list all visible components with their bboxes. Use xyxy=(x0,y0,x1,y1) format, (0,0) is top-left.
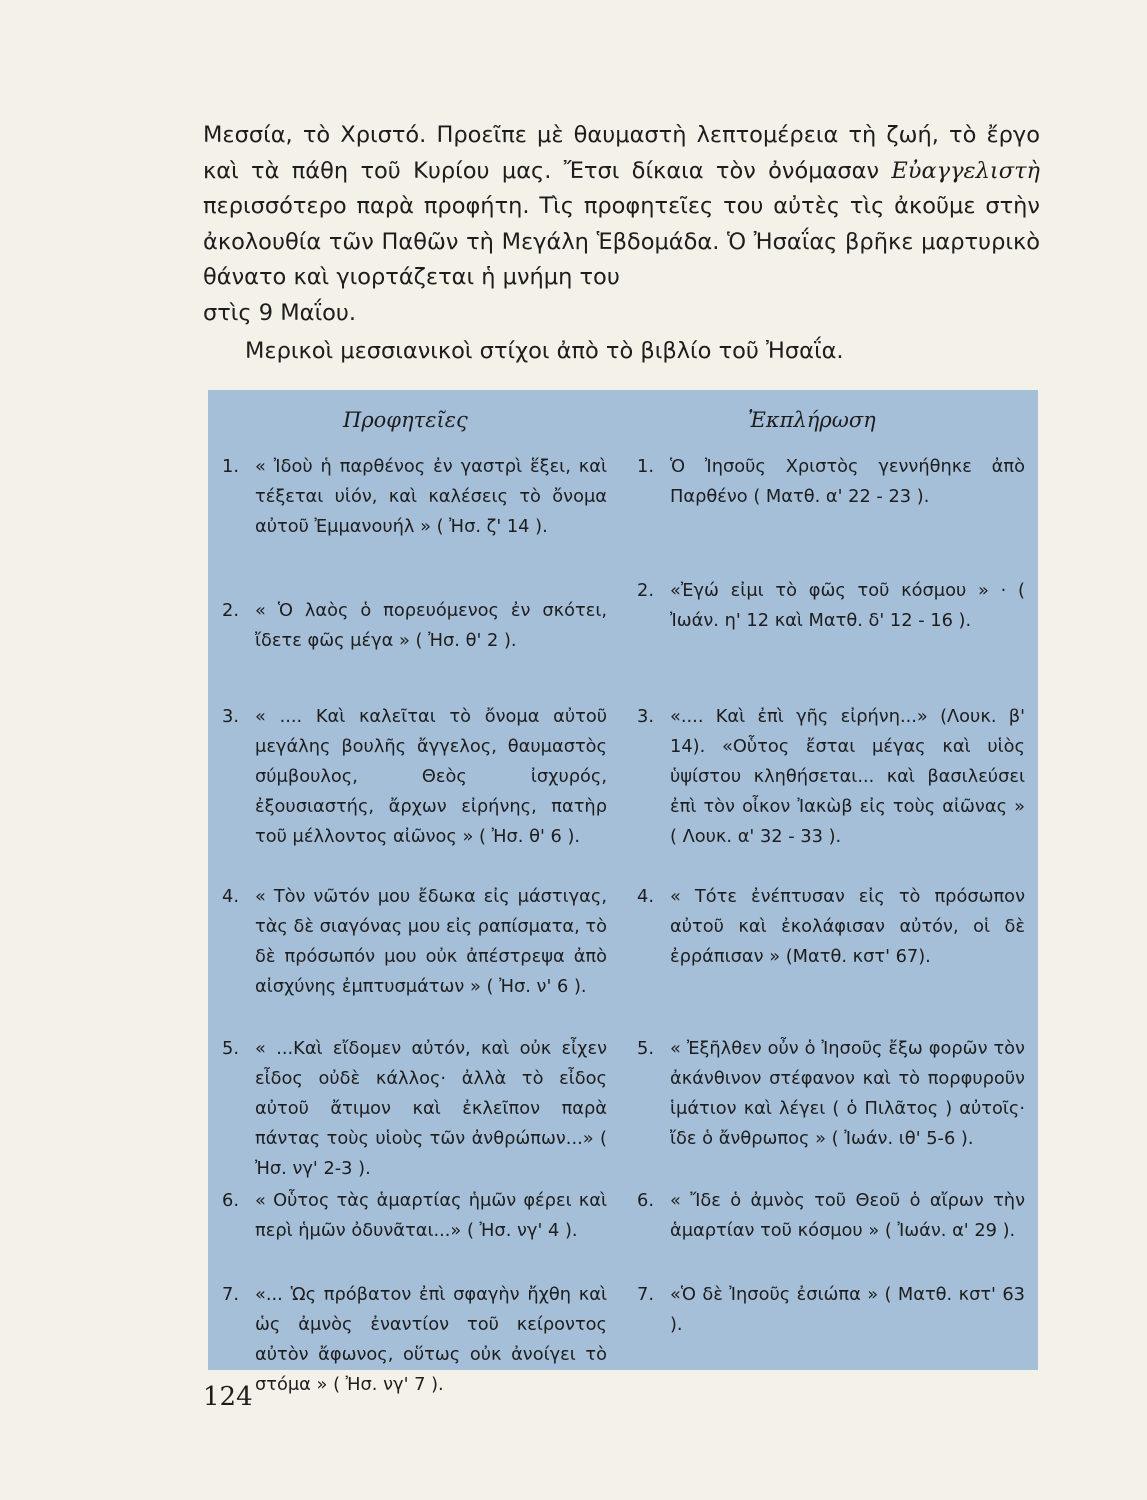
prophecy-item xyxy=(222,882,607,1022)
prophecy-item xyxy=(222,452,607,584)
intro-emphasis: Εὐαγγελιστὴ xyxy=(891,157,1040,184)
prophecy-text: « .... Καὶ καλεῖται τὸ ὄνομα αὐτοῦ μεγάλης βουλῆς ἄγγελος, θαυμαστὸς σύμβουλος, Θεὸς ἰσχυρός, ἐξουσιαστής, ἄρχων εἰρήνης, πατὴρ τοῦ μέλλοντος αἰῶνος » ( Ἠσ. θ' 6 ). xyxy=(255,706,607,847)
prophecy-item xyxy=(222,1186,607,1268)
prophecy-number: 4. xyxy=(222,886,239,907)
fulfillment-column xyxy=(637,452,1025,1352)
prophecy-text: «... Ὡς πρόβατον ἐπὶ σφαγὴν ἤχθη καὶ ὡς ἀμνὸς ἐναντίον τοῦ κείροντος αὐτὸν ἄφωνος, οὕτως οὐκ ἀνοίγει τὸ στόμα » ( Ἠσ. νγ' 7 ). xyxy=(255,1284,607,1395)
prophecy-text: « Οὗτος τὰς ἁμαρτίας ἡμῶν φέρει καὶ περὶ ἡμῶν ὀδυνᾶται...» ( Ἠσ. νγ' 4 ). xyxy=(255,1190,607,1241)
fulfillment-item xyxy=(637,702,1025,870)
prophecy-text: « Ὁ λαὸς ὁ πορευόμενος ἐν σκότει, ἴδετε φῶς μέγα » ( Ἠσ. θ' 2 ). xyxy=(255,600,607,651)
fulfillment-number: 1. xyxy=(637,456,654,477)
fulfillment-item xyxy=(637,1280,1025,1340)
intro-paragraph-mid: περισσότερο παρὰ προφήτη. Τὶς προφητεῖες του αὐτὲς τὶς ἀκοῦμε στὴν ἀκολουθία τῶν Παθῶν τὴ Μεγάλη Ἑβδομάδα. Ὁ Ἠσαΐας βρῆκε μαρτυρικὸ θάνατο καὶ γιορτάζεται ἡ μνήμη του xyxy=(203,193,1040,291)
prophecy-text: « Τὸν νῶτόν μου ἔδωκα εἰς μάστιγας, τὰς δὲ σιαγόνας μου εἰς ραπίσματα, τὸ δὲ πρόσωπόν μου οὐκ ἀπέστρεψα ἀπὸ αἰσχύνης ἐμπτυσμάτων » ( Ἠσ. ν' 6 ). xyxy=(255,886,608,997)
prophecy-item xyxy=(222,596,607,690)
fulfillment-item xyxy=(637,882,1025,1022)
prophecy-item xyxy=(222,1034,607,1179)
section-subheading: Μερικοὶ μεσσιανικοὶ στίχοι ἀπὸ τὸ βιβλίο τοῦ Ἠσαΐα. xyxy=(245,337,844,364)
intro-paragraph xyxy=(203,118,1040,296)
prophecies-header: Προφητεῖες xyxy=(343,408,468,432)
fulfillment-text: «Ἐγώ εἰμι τὸ φῶς τοῦ κόσμου » · ( Ἰωάν. η' 12 καὶ Ματθ. δ' 12 - 16 ). xyxy=(670,580,1025,631)
fulfillment-number: 3. xyxy=(637,706,654,727)
prophecy-number: 1. xyxy=(222,456,239,477)
fulfillment-number: 7. xyxy=(637,1284,654,1305)
prophecy-item xyxy=(222,702,607,870)
prophecy-item xyxy=(222,1280,607,1400)
fulfillment-text: «.... Καὶ ἐπὶ γῆς εἰρήνη...» (Λουκ. β' 14). «Οὗτος ἔσται μέγας καὶ υἱὸς ὑψίστου κληθήσεται... καὶ βασιλεύσει ἐπὶ τὸν οἶκον Ἰακὼβ εἰς τοὺς αἰῶνας » ( Λουκ. α' 32 - 33 ). xyxy=(670,706,1025,847)
fulfillment-item xyxy=(637,576,1025,690)
fulfillment-text: «Ὁ δὲ Ἰησοῦς ἐσιώπα » ( Ματθ. κστ' 63 ). xyxy=(670,1284,1025,1335)
fulfillment-number: 6. xyxy=(637,1190,654,1211)
page-number: 124 xyxy=(203,1382,253,1412)
intro-text xyxy=(203,118,1040,369)
fulfillment-item xyxy=(637,1186,1025,1268)
fulfillment-header: Ἐκπλήρωση xyxy=(748,408,876,432)
prophecy-number: 7. xyxy=(222,1284,239,1305)
fulfillment-text: Ὁ Ἰησοῦς Χριστὸς γεννήθηκε ἀπὸ Παρθένο ( Ματθ. α' 22 - 23 ). xyxy=(670,456,1025,507)
intro-paragraph-end: στὶς 9 Μαΐου. xyxy=(203,299,357,326)
fulfillment-text: « Ἴδε ὁ ἀμνὸς τοῦ Θεοῦ ὁ αἴρων τὴν ἁμαρτίαν τοῦ κόσμου » ( Ἰωάν. α' 29 ). xyxy=(670,1190,1025,1241)
fulfillment-item xyxy=(637,1034,1025,1174)
prophecy-number: 6. xyxy=(222,1190,239,1211)
prophecy-text: « Ἰδοὺ ἡ παρθένος ἐν γαστρὶ ἕξει, καὶ τέξεται υἱόν, καὶ καλέσεις τὸ ὄνομα αὐτοῦ Ἐμμανουήλ » ( Ἠσ. ζ' 14 ). xyxy=(255,456,607,537)
fulfillment-number: 2. xyxy=(637,580,654,601)
fulfillment-text: « Ἐξῆλθεν οὖν ὁ Ἰησοῦς ἔξω φορῶν τὸν ἀκάνθινον στέφανον καὶ τὸ πορφυροῦν ἱμάτιον καὶ λέγει ( ὁ Πιλᾶτος ) αὐτοῖς· ἴδε ὁ ἄνθρωπος » ( Ἰωάν. ιθ' 5-6 ). xyxy=(670,1038,1025,1149)
prophecy-number: 3. xyxy=(222,706,239,727)
fulfillment-number: 5. xyxy=(637,1038,654,1059)
fulfillment-item xyxy=(637,452,1025,564)
prophecy-number: 5. xyxy=(222,1038,239,1059)
fulfillment-number: 4. xyxy=(637,886,654,907)
prophecy-number: 2. xyxy=(222,600,239,621)
prophecies-column xyxy=(222,452,607,1412)
prophecy-text: « ...Καὶ εἴδομεν αὐτόν, καὶ οὐκ εἶχεν εἶδος οὐδὲ κάλλος· ἀλλὰ τὸ εἶδος αὐτοῦ ἄτιμον καὶ ἐκλεῖπον παρὰ πάντας τοὺς υἱοὺς τῶν ἀνθρώπων...» ( Ἠσ. νγ' 2-3 ). xyxy=(255,1038,607,1179)
fulfillment-text: « Τότε ἐνέπτυσαν εἰς τὸ πρόσωπον αὐτοῦ καὶ ἐκολάφισαν αὐτόν, οἱ δὲ ἐρράπισαν » (Ματθ. κστ' 67). xyxy=(670,886,1025,967)
intro-paragraph-start: Μεσσία, τὸ Χριστό. Προεῖπε μὲ θαυμαστὴ λεπτομέρεια τὴ ζωή, τὸ ἔργο καὶ τὰ πάθη τοῦ Κυρίου μας. Ἔτσι δίκαια τὸν ὀνόμασαν xyxy=(203,122,1040,184)
